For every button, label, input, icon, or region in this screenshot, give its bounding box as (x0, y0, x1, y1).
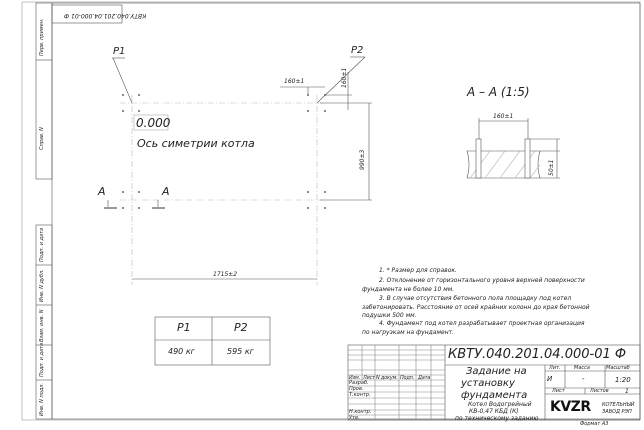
note: 1. * Размер для справок. (379, 267, 457, 274)
row-label: Утв. (349, 415, 360, 421)
sheets-label: Листов (590, 388, 609, 394)
col-label: Подп. (400, 375, 415, 381)
strip-label: Подп. и дата (39, 227, 45, 262)
section-mark-left: А (98, 185, 106, 198)
col-label: Дата (418, 375, 431, 381)
section-dim-height: 50±1 (548, 159, 555, 176)
dim-width: 1715±2 (213, 271, 238, 278)
scale-value: 1:20 (615, 376, 631, 384)
lit-label: Лит. (549, 365, 561, 371)
section-title: А – А (1:5) (467, 85, 530, 99)
doc-title: установку (461, 378, 515, 389)
note: 2. Отклонение от горизонтального уровня верхней поверхности (379, 277, 585, 284)
doc-subtitle: Котел Водогрейный (468, 401, 532, 408)
row-label: Н.контр. (349, 409, 372, 415)
doc-title: Задание на (466, 366, 527, 377)
axis-label: Ось симетрии котла (137, 137, 255, 150)
paper-format: Формат А3 (580, 421, 609, 427)
doc-subtitle: КВ-0,47 КБД (К) (469, 408, 519, 415)
note: подушки 500 мм. (362, 312, 417, 319)
note: фундамента не более 10 мм. (362, 286, 455, 293)
note: по нагрузкам на фундамент. (362, 329, 455, 336)
company-logo: KVZR (550, 399, 591, 415)
note: забетонировать. Расстояние от осей крайних колонн до края бетонной (362, 304, 590, 311)
dim-depth: 990±3 (359, 149, 366, 170)
level-mark: 0.000 (136, 116, 171, 130)
strip-label: Взам. инв. N (39, 309, 45, 342)
strip-label: Перв. примен. (39, 18, 45, 56)
sheet-label: Лист (552, 388, 565, 394)
mass-label: Масса (574, 365, 590, 371)
row-label: Т.контр. (349, 392, 371, 398)
row-label: Разраб. (349, 380, 369, 386)
col-label: Лист (363, 375, 375, 381)
dim-offset-v: 160±1 (341, 67, 348, 88)
section-dim-bolts: 160±1 (493, 113, 514, 120)
note: 3. В случае отсутствия бетонного пола площадку под котел (379, 295, 572, 302)
rotated-designation-stamp: КВТУ.040.201.04.000-01 Ф (64, 12, 147, 19)
designation: КВТУ.040.201.04.000-01 Ф (448, 347, 627, 362)
strip-label: Инв. N дубл. (39, 269, 45, 302)
strip-label: Справ. N (39, 127, 45, 150)
company-name: КОТЕЛЬНЫЙ (602, 402, 635, 408)
strip-label: Подп. и дата (39, 342, 45, 377)
loads-header-p2: P2 (234, 321, 248, 334)
strip-label: Инв. N подл. (39, 382, 45, 416)
sheets-value: 1 (625, 388, 629, 395)
note: 4. Фундамент под котел разрабатывает проектная организация (379, 320, 585, 327)
company-name: ЗАВОД РЭП (602, 409, 632, 415)
load-point-p2: P2 (351, 45, 364, 56)
doc-title: фундамента (461, 390, 528, 401)
col-label: Изм. (349, 375, 360, 381)
section-mark-right: А (162, 185, 170, 198)
lit-value: И (547, 375, 553, 383)
row-label: Пров. (349, 386, 364, 392)
loads-value-p2: 595 кг (227, 347, 254, 356)
dim-offset-h: 160±1 (284, 78, 305, 85)
load-point-p1: P1 (113, 46, 126, 57)
col-label: N докум. (376, 375, 398, 381)
mass-value: - (582, 375, 585, 383)
loads-header-p1: P1 (177, 321, 191, 334)
loads-value-p1: 490 кг (168, 347, 195, 356)
scale-label: Масштаб (606, 365, 630, 371)
doc-subtitle: по техническому заданию (455, 415, 539, 422)
